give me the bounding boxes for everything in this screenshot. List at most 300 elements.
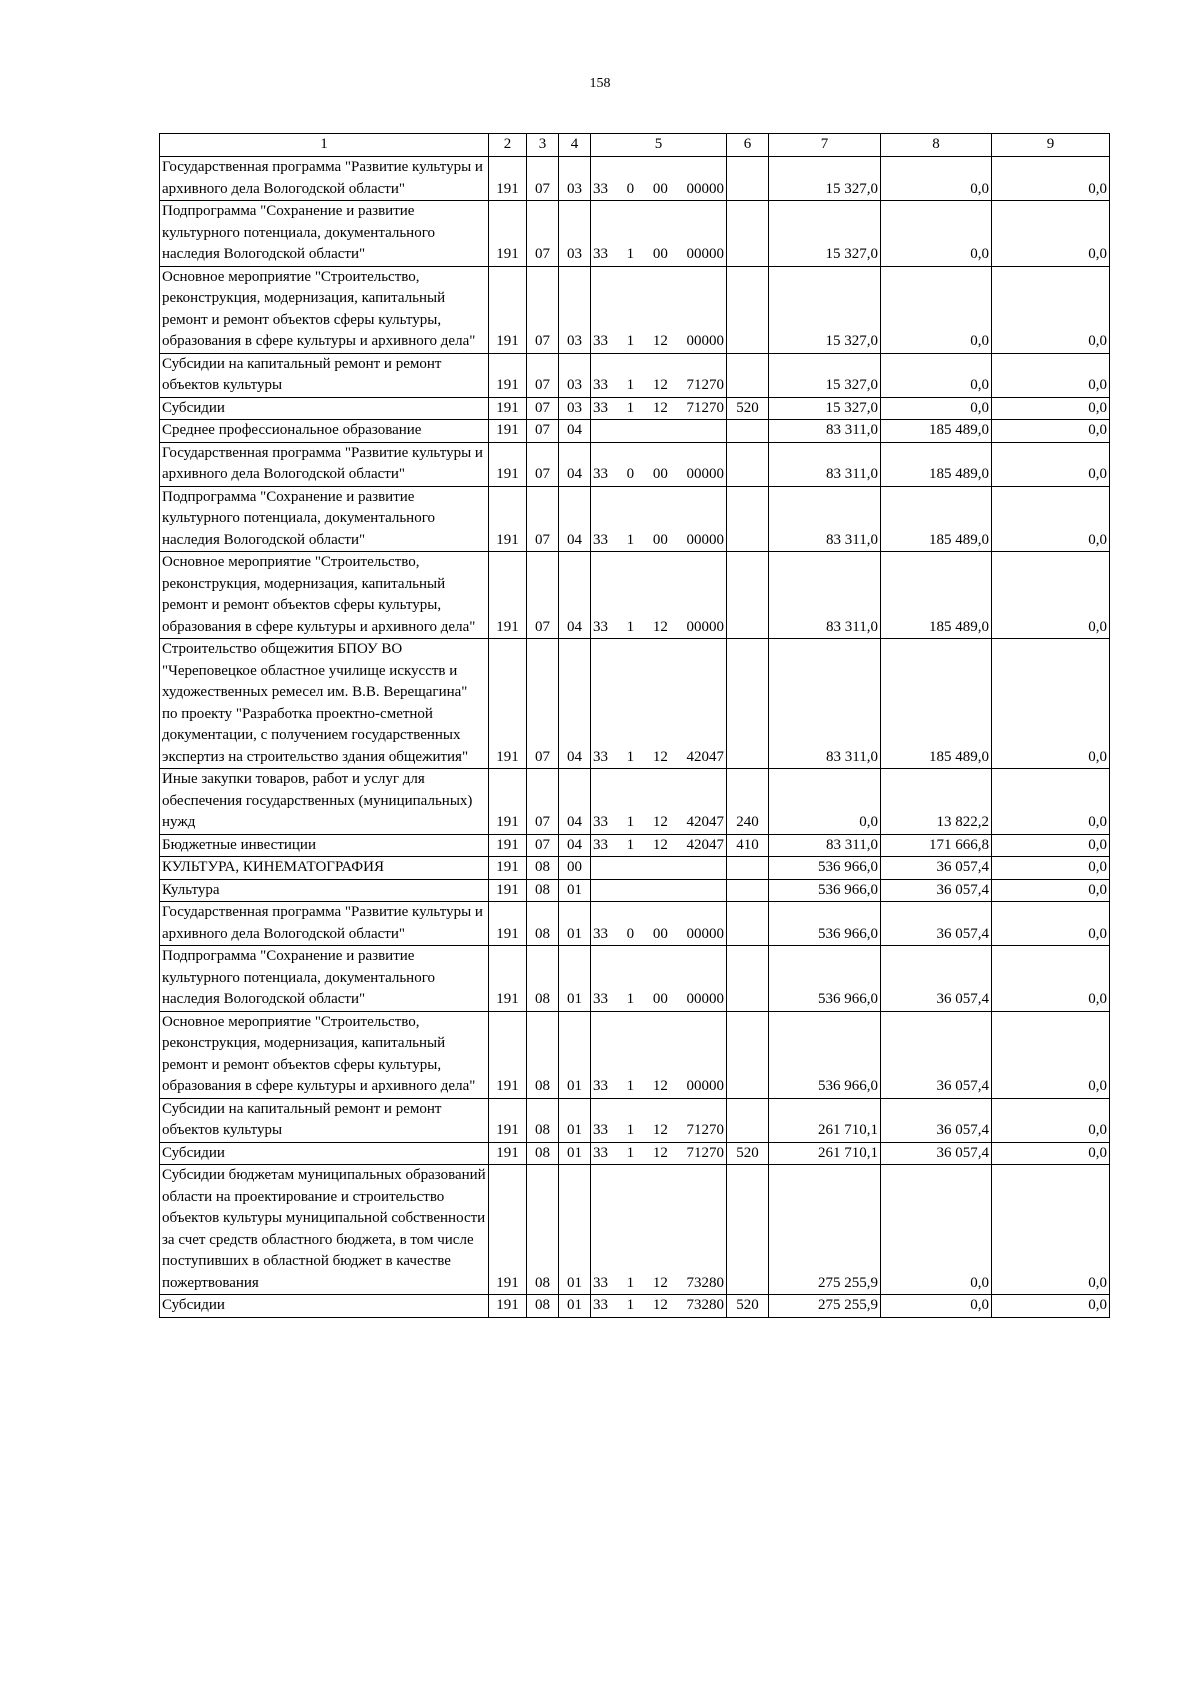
row-name: Подпрограмма "Сохранение и развитие культурного потенциала, документального наследия Вологодской области" xyxy=(160,486,489,552)
amount-col8: 185 489,0 xyxy=(881,486,992,552)
target-article-parts xyxy=(593,1120,724,1142)
section-code: 07 xyxy=(527,442,559,486)
table-body xyxy=(160,157,1110,1318)
target-article-parts xyxy=(593,989,724,1011)
ministry-code: 191 xyxy=(489,902,527,946)
target-article-part: 00 xyxy=(652,246,668,262)
column-header: 7 xyxy=(769,134,881,157)
section-code: 08 xyxy=(527,1295,559,1318)
target-article-part: 1 xyxy=(626,1122,635,1138)
target-article-code xyxy=(591,201,727,267)
target-article-part: 12 xyxy=(652,399,668,416)
target-article-part: 00 xyxy=(652,925,668,942)
amount-col8: 36 057,4 xyxy=(881,1011,992,1098)
table-row xyxy=(160,946,1110,1012)
row-name: Субсидии xyxy=(160,397,489,420)
column-header: 6 xyxy=(727,134,769,157)
target-article-code xyxy=(591,639,727,769)
target-article-part: 1 xyxy=(626,748,635,765)
target-article-parts xyxy=(593,1273,724,1295)
ministry-code: 191 xyxy=(489,1165,527,1295)
target-article-part: 12 xyxy=(652,1078,668,1094)
ministry-code: 191 xyxy=(489,1295,527,1318)
amount-col7: 275 255,9 xyxy=(769,1295,881,1318)
row-name: Подпрограмма "Сохранение и развитие культурного потенциала, документального наследия Вологодской области" xyxy=(160,946,489,1012)
section-code: 07 xyxy=(527,266,559,353)
subsection-code: 04 xyxy=(559,552,591,639)
amount-col9: 0,0 xyxy=(992,879,1110,902)
ministry-code: 191 xyxy=(489,1098,527,1142)
column-header: 9 xyxy=(992,134,1110,157)
target-article-part: 00000 xyxy=(686,466,724,482)
amount-col8: 36 057,4 xyxy=(881,857,992,880)
table-row xyxy=(160,857,1110,880)
subsection-code: 00 xyxy=(559,857,591,880)
target-article-part: 33 xyxy=(593,180,608,197)
expense-type-code xyxy=(727,857,769,880)
target-article-code xyxy=(591,1165,727,1295)
amount-col9: 0,0 xyxy=(992,157,1110,201)
amount-col9: 0,0 xyxy=(992,266,1110,353)
amount-col7: 83 311,0 xyxy=(769,639,881,769)
table-row xyxy=(160,266,1110,353)
table-row xyxy=(160,1011,1110,1098)
table-row xyxy=(160,1142,1110,1165)
section-code: 08 xyxy=(527,857,559,880)
target-article-parts xyxy=(593,1295,724,1317)
target-article-parts xyxy=(593,812,724,834)
target-article-part: 12 xyxy=(652,1297,668,1313)
section-code: 07 xyxy=(527,420,559,443)
section-code: 08 xyxy=(527,946,559,1012)
target-article-part: 1 xyxy=(626,333,635,349)
ministry-code: 191 xyxy=(489,397,527,420)
target-article-part: 33 xyxy=(593,618,608,635)
target-article-code xyxy=(591,1142,727,1165)
subsection-code: 03 xyxy=(559,397,591,420)
subsection-code: 04 xyxy=(559,442,591,486)
ministry-code: 191 xyxy=(489,353,527,397)
target-article-part: 12 xyxy=(652,1274,668,1291)
target-article-part: 1 xyxy=(626,1297,635,1313)
expense-type-code xyxy=(727,201,769,267)
row-name: Субсидии на капитальный ремонт и ремонт объектов культуры xyxy=(160,1098,489,1142)
target-article-part: 12 xyxy=(652,377,668,393)
amount-col7: 83 311,0 xyxy=(769,552,881,639)
amount-col9: 0,0 xyxy=(992,1098,1110,1142)
target-article-part: 12 xyxy=(652,618,668,635)
target-article-part: 42047 xyxy=(686,814,724,830)
amount-col7: 536 966,0 xyxy=(769,1011,881,1098)
target-article-parts xyxy=(593,617,724,639)
amount-col9: 0,0 xyxy=(992,1165,1110,1295)
target-article-code xyxy=(591,1295,727,1318)
target-article-part: 73280 xyxy=(686,1274,724,1291)
section-code: 08 xyxy=(527,1098,559,1142)
amount-col8: 0,0 xyxy=(881,266,992,353)
ministry-code: 191 xyxy=(489,201,527,267)
subsection-code: 03 xyxy=(559,353,591,397)
target-article-part: 1 xyxy=(626,1144,635,1161)
subsection-code: 04 xyxy=(559,834,591,857)
expense-type-code xyxy=(727,486,769,552)
target-article-code xyxy=(591,946,727,1012)
target-article-code xyxy=(591,420,727,443)
row-name: Субсидии xyxy=(160,1295,489,1318)
amount-col7: 83 311,0 xyxy=(769,486,881,552)
amount-col9: 0,0 xyxy=(992,639,1110,769)
target-article-part: 00000 xyxy=(686,333,724,349)
amount-col9: 0,0 xyxy=(992,486,1110,552)
amount-col8: 36 057,4 xyxy=(881,1142,992,1165)
expense-type-code xyxy=(727,157,769,201)
ministry-code: 191 xyxy=(489,420,527,443)
table-row xyxy=(160,1295,1110,1318)
amount-col9: 0,0 xyxy=(992,946,1110,1012)
amount-col8: 36 057,4 xyxy=(881,1098,992,1142)
target-article-part: 0 xyxy=(626,925,635,942)
amount-col8: 0,0 xyxy=(881,353,992,397)
target-article-part: 12 xyxy=(652,1144,668,1161)
target-article-part: 33 xyxy=(593,466,608,482)
row-name: Субсидии бюджетам муниципальных образований области на проектирование и строительство объектов культуры муниципальной собственности за счет средств областного бюджета, в том числе поступивших в областной бюджет в качестве пожертвования xyxy=(160,1165,489,1295)
target-article-part: 00000 xyxy=(686,925,724,942)
ministry-code: 191 xyxy=(489,266,527,353)
table-row xyxy=(160,902,1110,946)
target-article-part: 00 xyxy=(652,180,668,197)
row-name: Среднее профессиональное образование xyxy=(160,420,489,443)
ministry-code: 191 xyxy=(489,486,527,552)
amount-col7: 536 966,0 xyxy=(769,902,881,946)
expense-type-code xyxy=(727,1098,769,1142)
table-row xyxy=(160,353,1110,397)
amount-col7: 83 311,0 xyxy=(769,834,881,857)
target-article-parts xyxy=(593,530,724,552)
subsection-code: 01 xyxy=(559,1165,591,1295)
amount-col9: 0,0 xyxy=(992,834,1110,857)
target-article-code xyxy=(591,552,727,639)
target-article-part: 1 xyxy=(626,246,635,262)
target-article-part: 33 xyxy=(593,399,608,416)
target-article-part: 71270 xyxy=(686,1122,724,1138)
target-article-code xyxy=(591,902,727,946)
target-article-part: 00 xyxy=(652,466,668,482)
target-article-part: 12 xyxy=(652,333,668,349)
amount-col7: 536 966,0 xyxy=(769,857,881,880)
amount-col8: 185 489,0 xyxy=(881,552,992,639)
target-article-part: 33 xyxy=(593,1078,608,1094)
target-article-code xyxy=(591,442,727,486)
table-row xyxy=(160,486,1110,552)
subsection-code: 04 xyxy=(559,639,591,769)
target-article-parts xyxy=(593,924,724,946)
target-article-code xyxy=(591,486,727,552)
ministry-code: 191 xyxy=(489,552,527,639)
target-article-part: 33 xyxy=(593,836,608,853)
amount-col7: 261 710,1 xyxy=(769,1142,881,1165)
amount-col8: 36 057,4 xyxy=(881,879,992,902)
table-row xyxy=(160,639,1110,769)
subsection-code: 01 xyxy=(559,1098,591,1142)
amount-col8: 0,0 xyxy=(881,397,992,420)
expense-type-code xyxy=(727,552,769,639)
amount-col8: 36 057,4 xyxy=(881,946,992,1012)
budget-table xyxy=(159,133,1110,1318)
expense-type-code xyxy=(727,266,769,353)
ministry-code: 191 xyxy=(489,857,527,880)
target-article-part: 1 xyxy=(626,399,635,416)
section-code: 07 xyxy=(527,769,559,835)
amount-col8: 0,0 xyxy=(881,201,992,267)
page-number: 158 xyxy=(589,76,611,91)
amount-col9: 0,0 xyxy=(992,397,1110,420)
target-article-code xyxy=(591,879,727,902)
amount-col7: 15 327,0 xyxy=(769,353,881,397)
row-name: Субсидии xyxy=(160,1142,489,1165)
amount-col8: 13 822,2 xyxy=(881,769,992,835)
column-header: 2 xyxy=(489,134,527,157)
amount-col7: 15 327,0 xyxy=(769,201,881,267)
target-article-part: 1 xyxy=(626,1274,635,1291)
amount-col7: 0,0 xyxy=(769,769,881,835)
ministry-code: 191 xyxy=(489,1142,527,1165)
section-code: 08 xyxy=(527,1165,559,1295)
target-article-part: 12 xyxy=(652,748,668,765)
target-article-part: 42047 xyxy=(686,836,724,853)
expense-type-code: 520 xyxy=(727,397,769,420)
section-code: 07 xyxy=(527,639,559,769)
section-code: 08 xyxy=(527,1142,559,1165)
amount-col7: 83 311,0 xyxy=(769,442,881,486)
target-article-part: 00 xyxy=(652,531,668,548)
expense-type-code: 240 xyxy=(727,769,769,835)
subsection-code: 04 xyxy=(559,769,591,835)
row-name: Государственная программа "Развитие культуры и архивного дела Вологодской области" xyxy=(160,442,489,486)
subsection-code: 04 xyxy=(559,420,591,443)
table-row xyxy=(160,1165,1110,1295)
amount-col9: 0,0 xyxy=(992,1011,1110,1098)
target-article-code xyxy=(591,157,727,201)
section-code: 07 xyxy=(527,486,559,552)
subsection-code: 01 xyxy=(559,879,591,902)
amount-col9: 0,0 xyxy=(992,902,1110,946)
subsection-code: 01 xyxy=(559,1295,591,1318)
column-header: 8 xyxy=(881,134,992,157)
section-code: 07 xyxy=(527,353,559,397)
target-article-parts xyxy=(593,398,724,420)
table-row xyxy=(160,879,1110,902)
amount-col8: 171 666,8 xyxy=(881,834,992,857)
target-article-part: 33 xyxy=(593,1274,608,1291)
amount-col8: 185 489,0 xyxy=(881,639,992,769)
row-name: Субсидии на капитальный ремонт и ремонт объектов культуры xyxy=(160,353,489,397)
target-article-parts xyxy=(593,747,724,769)
target-article-part: 00000 xyxy=(686,618,724,635)
target-article-part: 1 xyxy=(626,1078,635,1094)
target-article-part: 00000 xyxy=(686,180,724,197)
amount-col9: 0,0 xyxy=(992,769,1110,835)
ministry-code: 191 xyxy=(489,834,527,857)
amount-col8: 185 489,0 xyxy=(881,420,992,443)
table-row xyxy=(160,442,1110,486)
column-header: 3 xyxy=(527,134,559,157)
amount-col8: 0,0 xyxy=(881,1295,992,1318)
amount-col7: 15 327,0 xyxy=(769,157,881,201)
section-code: 07 xyxy=(527,157,559,201)
column-header: 5 xyxy=(591,134,727,157)
amount-col9: 0,0 xyxy=(992,353,1110,397)
column-header: 1 xyxy=(160,134,489,157)
target-article-part: 71270 xyxy=(686,399,724,416)
target-article-part: 1 xyxy=(626,618,635,635)
target-article-parts xyxy=(593,331,724,353)
expense-type-code xyxy=(727,1165,769,1295)
amount-col7: 536 966,0 xyxy=(769,946,881,1012)
row-name: Основное мероприятие "Строительство, реконструкция, модернизация, капитальный ремонт и ремонт объектов сферы культуры, образования в сфере культуры и архивного дела" xyxy=(160,552,489,639)
target-article-part: 1 xyxy=(626,377,635,393)
amount-col7: 83 311,0 xyxy=(769,420,881,443)
target-article-code xyxy=(591,1011,727,1098)
expense-type-code xyxy=(727,353,769,397)
target-article-parts xyxy=(593,244,724,266)
target-article-part: 33 xyxy=(593,377,608,393)
amount-col9: 0,0 xyxy=(992,1142,1110,1165)
target-article-part: 33 xyxy=(593,925,608,942)
amount-col7: 15 327,0 xyxy=(769,266,881,353)
expense-type-code xyxy=(727,639,769,769)
target-article-part: 1 xyxy=(626,991,635,1007)
ministry-code: 191 xyxy=(489,879,527,902)
amount-col8: 0,0 xyxy=(881,157,992,201)
expense-type-code xyxy=(727,1011,769,1098)
subsection-code: 01 xyxy=(559,1142,591,1165)
ministry-code: 191 xyxy=(489,639,527,769)
table-row xyxy=(160,834,1110,857)
target-article-part: 73280 xyxy=(686,1297,724,1313)
target-article-part: 33 xyxy=(593,1297,608,1313)
target-article-part: 33 xyxy=(593,814,608,830)
target-article-part: 33 xyxy=(593,748,608,765)
target-article-part: 00 xyxy=(652,991,668,1007)
ministry-code: 191 xyxy=(489,157,527,201)
ministry-code: 191 xyxy=(489,946,527,1012)
subsection-code: 03 xyxy=(559,266,591,353)
target-article-part: 33 xyxy=(593,1144,608,1161)
amount-col9: 0,0 xyxy=(992,1295,1110,1318)
amount-col7: 275 255,9 xyxy=(769,1165,881,1295)
target-article-code xyxy=(591,266,727,353)
target-article-part: 00000 xyxy=(686,991,724,1007)
amount-col8: 36 057,4 xyxy=(881,902,992,946)
target-article-part: 0 xyxy=(626,180,635,197)
target-article-parts xyxy=(593,375,724,397)
target-article-code xyxy=(591,1098,727,1142)
target-article-code xyxy=(591,769,727,835)
expense-type-code: 520 xyxy=(727,1142,769,1165)
row-name: Государственная программа "Развитие культуры и архивного дела Вологодской области" xyxy=(160,157,489,201)
subsection-code: 03 xyxy=(559,157,591,201)
table-row xyxy=(160,157,1110,201)
subsection-code: 01 xyxy=(559,946,591,1012)
row-name: Строительство общежития БПОУ ВО "Череповецкое областное училище искусств и художественных ремесел им. В.В. Верещагина" по проекту "Разработка проектно-сметной документации, с получением государственных экспертиз на строительство здания общежития" xyxy=(160,639,489,769)
target-article-part: 71270 xyxy=(686,1144,724,1161)
target-article-part: 1 xyxy=(626,814,635,830)
expense-type-code: 410 xyxy=(727,834,769,857)
expense-type-code xyxy=(727,420,769,443)
ministry-code: 191 xyxy=(489,1011,527,1098)
target-article-part: 00000 xyxy=(686,531,724,548)
subsection-code: 01 xyxy=(559,1011,591,1098)
target-article-part: 00000 xyxy=(686,1078,724,1094)
target-article-part: 0 xyxy=(626,466,635,482)
amount-col9: 0,0 xyxy=(992,552,1110,639)
amount-col7: 536 966,0 xyxy=(769,879,881,902)
row-name: Культура xyxy=(160,879,489,902)
table-row xyxy=(160,1098,1110,1142)
target-article-code xyxy=(591,397,727,420)
section-code: 08 xyxy=(527,902,559,946)
amount-col9: 0,0 xyxy=(992,442,1110,486)
target-article-part: 71270 xyxy=(686,377,724,393)
expense-type-code xyxy=(727,902,769,946)
table-row xyxy=(160,397,1110,420)
target-article-parts xyxy=(593,1076,724,1098)
section-code: 08 xyxy=(527,1011,559,1098)
subsection-code: 03 xyxy=(559,201,591,267)
row-name: Основное мероприятие "Строительство, реконструкция, модернизация, капитальный ремонт и ремонт объектов сферы культуры, образования в сфере культуры и архивного дела" xyxy=(160,266,489,353)
subsection-code: 01 xyxy=(559,902,591,946)
target-article-code xyxy=(591,834,727,857)
target-article-part: 33 xyxy=(593,1122,608,1138)
table-row xyxy=(160,769,1110,835)
subsection-code: 04 xyxy=(559,486,591,552)
target-article-part: 12 xyxy=(652,814,668,830)
section-code: 07 xyxy=(527,552,559,639)
header-row xyxy=(160,134,1110,157)
target-article-parts xyxy=(593,464,724,486)
row-name: Бюджетные инвестиции xyxy=(160,834,489,857)
section-code: 08 xyxy=(527,879,559,902)
amount-col7: 261 710,1 xyxy=(769,1098,881,1142)
target-article-parts xyxy=(593,835,724,857)
target-article-part: 1 xyxy=(626,531,635,548)
amount-col7: 15 327,0 xyxy=(769,397,881,420)
expense-type-code xyxy=(727,879,769,902)
row-name: КУЛЬТУРА, КИНЕМАТОГРАФИЯ xyxy=(160,857,489,880)
expense-type-code: 520 xyxy=(727,1295,769,1318)
section-code: 07 xyxy=(527,834,559,857)
target-article-part: 12 xyxy=(652,1122,668,1138)
target-article-part: 33 xyxy=(593,991,608,1007)
ministry-code: 191 xyxy=(489,769,527,835)
row-name: Государственная программа "Развитие культуры и архивного дела Вологодской области" xyxy=(160,902,489,946)
row-name: Основное мероприятие "Строительство, реконструкция, модернизация, капитальный ремонт и ремонт объектов сферы культуры, образования в сфере культуры и архивного дела" xyxy=(160,1011,489,1098)
table-row xyxy=(160,201,1110,267)
section-code: 07 xyxy=(527,397,559,420)
target-article-part: 33 xyxy=(593,531,608,548)
target-article-part: 33 xyxy=(593,246,608,262)
row-name: Подпрограмма "Сохранение и развитие культурного потенциала, документального наследия Вологодской области" xyxy=(160,201,489,267)
row-name: Иные закупки товаров, работ и услуг для обеспечения государственных (муниципальных) нужд xyxy=(160,769,489,835)
expense-type-code xyxy=(727,442,769,486)
target-article-part: 12 xyxy=(652,836,668,853)
target-article-code xyxy=(591,857,727,880)
amount-col9: 0,0 xyxy=(992,201,1110,267)
expense-type-code xyxy=(727,946,769,1012)
target-article-part: 00000 xyxy=(686,246,724,262)
ministry-code: 191 xyxy=(489,442,527,486)
target-article-part: 1 xyxy=(626,836,635,853)
